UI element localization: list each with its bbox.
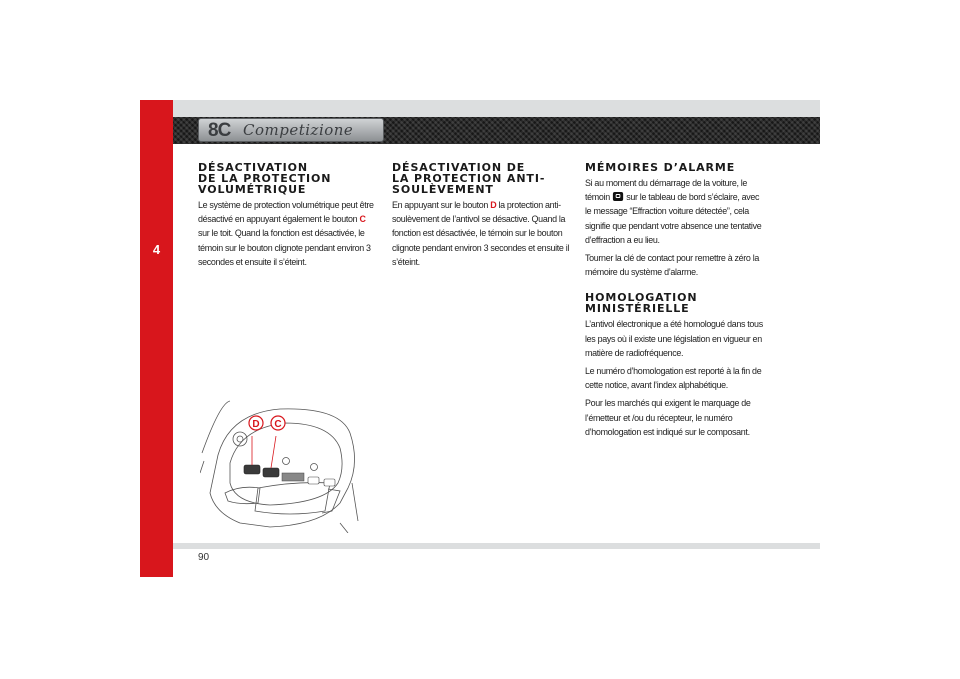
knob-1 [283, 458, 290, 465]
homologation-text-1: L’antivol électronique a été homologué dans tous les pays où il existe une législation en vigueur en matière de radiofréquence. [585, 319, 763, 359]
console-inner [230, 423, 342, 505]
column-memory [585, 162, 765, 444]
homologation-text-2: Le numéro d’homologation est reporté à la fin de cette notice, avant l’index alphabétique. [585, 366, 762, 392]
grille [282, 473, 304, 481]
heading-homologation [585, 292, 765, 314]
button-small-1 [308, 477, 319, 484]
anti-lift-text [392, 199, 569, 270]
brand-logo [198, 118, 384, 142]
text: la protection anti-soulèvement de l’antivol se désactive. Quand la fonction est désactivée, le témoin sur le bouton clignote pendant environ 3 secondes et ensuite il s’éteint. [392, 200, 570, 268]
lamp-edge [322, 489, 340, 513]
chapter-tab [140, 100, 173, 577]
heading-line: HOMOLOGATION [585, 291, 698, 305]
heading-anti-lift [392, 162, 570, 195]
volumetric-text [198, 199, 377, 270]
heading-line: LA PROTECTION ANTI- [392, 172, 546, 185]
heading-alarm-memory: MÉMOIRES D’ALARME [585, 161, 736, 174]
callout-c-label: C [274, 419, 282, 430]
alarm-warning-icon [613, 192, 623, 201]
heading-line: VOLUMÉTRIQUE [198, 183, 307, 196]
heading-line: DÉSACTIVATION DE [392, 161, 526, 174]
logo-mark: 8C [208, 120, 231, 141]
alarm-memory-text [585, 177, 764, 248]
knob-2 [311, 464, 318, 471]
roof-console-illustration [200, 393, 370, 533]
sensor-inner [237, 436, 243, 442]
button-c-ref: C [359, 214, 366, 226]
text: sur le tableau de bord s’éclaire, avec le message “Effraction voiture détectée”, cela signifie que pendant votre absence une tentative d’effraction a eu lieu. [585, 192, 762, 246]
callout-d-label: D [252, 419, 260, 430]
button-small-2 [324, 479, 335, 486]
footer-bar [173, 543, 820, 549]
text: Le système de protection volumétrique peut être désactivé en appuyant également le bouton [198, 200, 374, 226]
button-d-ref: D [490, 200, 497, 211]
heading-line: DE LA PROTECTION [198, 172, 332, 185]
logo-wordmark: Competizione [243, 121, 354, 139]
text: En appuyant sur le bouton [392, 200, 491, 211]
homologation-text-3: Pour les marchés qui exigent le marquage de l’émetteur et /ou du récepteur, le numéro d’homologation est indiqué sur le composant. [585, 398, 751, 438]
page-number: 90 [198, 552, 210, 563]
reset-text: Tourner la clé de contact pour remettre à zéro la mémoire du système d’alarme. [585, 253, 759, 279]
heading-volumetric [198, 162, 378, 195]
text: sur le toit. Quand la fonction est désactivée, le témoin sur le bouton clignote pendant environ 3 secondes et ensuite il s’éteint. [198, 228, 371, 268]
heading-line: MINISTÉRIELLE [585, 302, 690, 316]
button-c-graphic [263, 468, 279, 477]
chapter-number: 4 [152, 242, 161, 257]
headliner-curve [202, 401, 230, 453]
button-d-graphic [244, 465, 260, 474]
text: Si au moment du démarrage de la voiture, le témoin [585, 178, 748, 204]
lamp-left [225, 487, 260, 503]
heading-line: DÉSACTIVATION [198, 161, 309, 174]
heading-line: SOULÈVEMENT [392, 183, 494, 196]
column-volumetric [198, 162, 378, 274]
column-anti-lift [392, 162, 570, 274]
header-bar [173, 100, 820, 117]
lamp-right [255, 483, 330, 514]
